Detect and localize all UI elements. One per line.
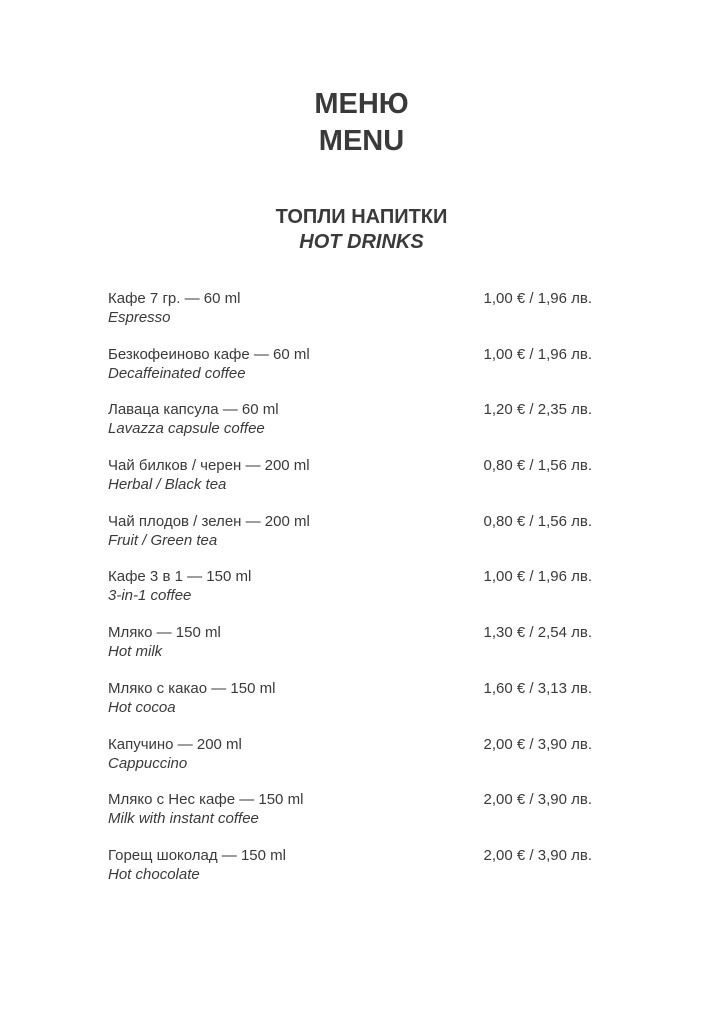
item-name-en: Hot cocoa [108, 698, 176, 716]
item-name-bg: Мляко с Нес кафе — 150 ml [108, 791, 304, 809]
item-price: 0,80 € / 1,56 лв. [483, 512, 592, 530]
item-price: 1,30 € / 2,54 лв. [483, 624, 592, 642]
menu-item [108, 456, 592, 512]
item-name-bg: Кафе 7 гр. — 60 ml [108, 290, 241, 307]
section-heading [0, 205, 723, 255]
item-price: 2,00 € / 3,90 лв. [483, 846, 592, 864]
menu-item [108, 735, 592, 791]
menu-item [108, 567, 592, 623]
item-name-bg: Безкофеиново кафе — 60 ml [108, 345, 310, 363]
item-name-bg: Чай плодов / зелен — 200 ml [108, 512, 310, 530]
menu-item [108, 679, 592, 735]
item-price: 1,20 € / 2,35 лв. [483, 401, 592, 419]
menu-title-en: MENU [318, 125, 405, 157]
item-price: 1,00 € / 1,96 лв. [483, 345, 592, 363]
item-price: 2,00 € / 3,90 лв. [483, 791, 592, 809]
menu-item [108, 790, 592, 846]
menu-item [108, 512, 592, 568]
item-name-bg: Капучино — 200 ml [108, 735, 242, 753]
item-name-en: Decaffeinated coffee [108, 364, 246, 382]
item-name-bg: Кафе 3 в 1 — 150 ml [108, 568, 252, 586]
item-name-bg: Мляко с какао — 150 ml [108, 679, 276, 697]
item-name-bg: Чай билков / черен — 200 ml [108, 457, 310, 475]
item-price: 1,00 € / 1,96 лв. [483, 290, 592, 307]
section-title-bg: ТОПЛИ НАПИТКИ [275, 206, 448, 228]
menu-item [108, 846, 592, 902]
menu-title [0, 86, 723, 160]
item-name-bg: Горещ шоколад — 150 ml [108, 846, 286, 864]
menu-item [108, 623, 592, 679]
menu-title-bg: МЕНЮ [314, 88, 409, 120]
item-name-en: Cappuccino [108, 754, 188, 772]
item-name-en: Milk with instant coffee [108, 810, 259, 828]
section-title-en: HOT DRINKS [299, 231, 424, 253]
item-name-en: 3-in-1 coffee [108, 587, 192, 605]
item-price: 1,00 € / 1,96 лв. [483, 568, 592, 586]
menu-item [108, 289, 592, 345]
item-price: 1,60 € / 3,13 лв. [483, 679, 592, 697]
item-name-en: Hot milk [108, 643, 163, 661]
item-price: 0,80 € / 1,56 лв. [483, 457, 592, 475]
menu-item [108, 345, 592, 401]
item-name-en: Lavazza capsule coffee [108, 420, 265, 438]
item-name-en: Fruit / Green tea [108, 531, 218, 549]
menu-list [108, 289, 592, 902]
menu-item [108, 400, 592, 456]
item-name-bg: Лаваца капсула — 60 ml [108, 401, 279, 419]
item-name-en: Hot chocolate [108, 865, 200, 883]
item-price: 2,00 € / 3,90 лв. [483, 735, 592, 753]
item-name-en: Espresso [108, 309, 171, 326]
item-name-bg: Мляко — 150 ml [108, 624, 221, 642]
item-name-en: Herbal / Black tea [108, 476, 227, 494]
